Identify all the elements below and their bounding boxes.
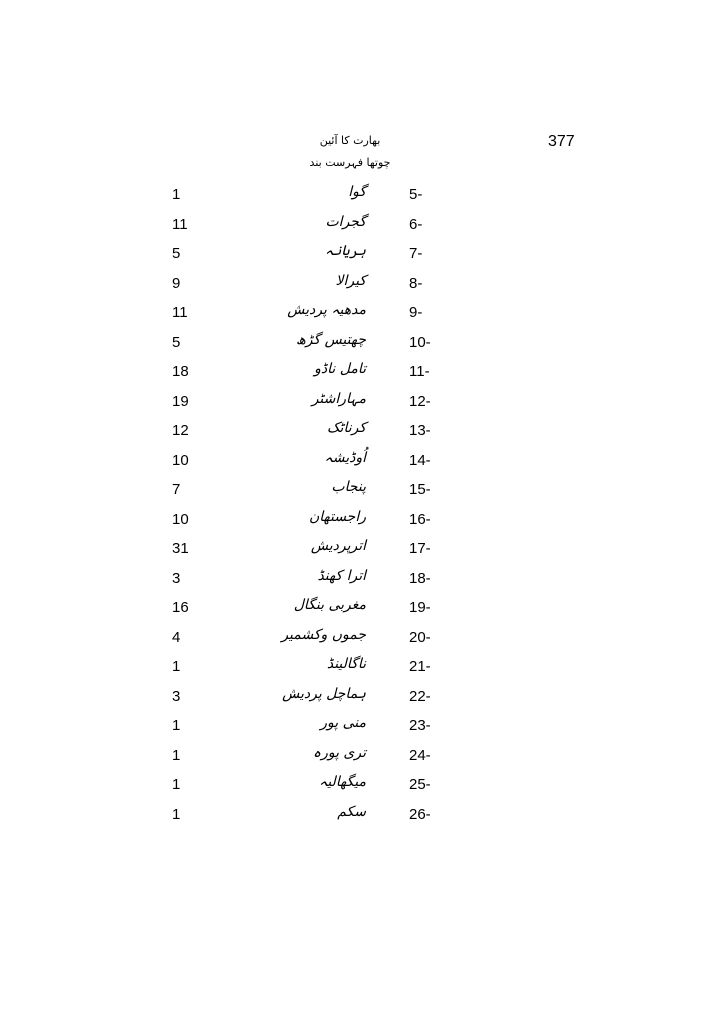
row-number: 19- bbox=[409, 599, 431, 616]
seat-count: 10 bbox=[172, 510, 189, 528]
row-number: 10- bbox=[409, 333, 431, 351]
table-row bbox=[0, 387, 724, 417]
state-name: ہریانہ bbox=[324, 243, 366, 259]
table-row bbox=[0, 210, 724, 240]
seat-count: 7 bbox=[172, 481, 181, 498]
seat-count: 5 bbox=[172, 245, 181, 262]
state-name: میگھالیہ bbox=[319, 774, 366, 790]
seat-count: 1 bbox=[172, 658, 181, 675]
row-number: 23- bbox=[409, 717, 431, 734]
seat-count: 9 bbox=[172, 274, 181, 292]
row-number: 11- bbox=[409, 363, 430, 380]
seat-count: 1 bbox=[172, 805, 181, 823]
table-row bbox=[0, 446, 724, 476]
seat-allocation-table bbox=[0, 180, 724, 829]
row-number: 18- bbox=[409, 569, 431, 587]
seat-count: 12 bbox=[172, 422, 189, 439]
state-name: اترپردیش bbox=[310, 538, 366, 554]
row-number: 25- bbox=[409, 776, 431, 793]
table-row bbox=[0, 475, 724, 505]
table-row bbox=[0, 534, 724, 564]
seat-count: 19 bbox=[172, 392, 189, 410]
row-number: 5- bbox=[409, 186, 423, 203]
row-number: 14- bbox=[409, 451, 431, 469]
state-name: پنجاب bbox=[331, 479, 366, 495]
table-row bbox=[0, 652, 724, 682]
seat-count: 31 bbox=[172, 540, 189, 557]
state-name: ہماچل پردیش bbox=[282, 685, 366, 702]
row-number: 9- bbox=[409, 304, 423, 321]
state-name: مغربی بنگال bbox=[293, 597, 366, 613]
table-row bbox=[0, 593, 724, 623]
table-row bbox=[0, 623, 724, 653]
row-number: 26- bbox=[409, 805, 431, 823]
state-name: ناگالینڈ bbox=[326, 656, 366, 672]
page-subtitle: چوتھا فہرست بند bbox=[309, 156, 391, 169]
row-number: 21- bbox=[409, 658, 431, 675]
table-row bbox=[0, 505, 724, 535]
page-title: بھارت کا آئین bbox=[319, 134, 381, 147]
state-name: اُوڈیشہ bbox=[324, 449, 366, 466]
state-name: مدھیہ پردیش bbox=[287, 302, 366, 318]
seat-count: 1 bbox=[172, 776, 181, 793]
page-number: 377 bbox=[548, 133, 575, 150]
seat-count: 1 bbox=[172, 186, 181, 203]
row-number: 16- bbox=[409, 510, 431, 528]
seat-count: 16 bbox=[172, 599, 189, 616]
seat-count: 1 bbox=[172, 717, 181, 734]
seat-count: 5 bbox=[172, 333, 181, 351]
seat-count: 18 bbox=[172, 363, 189, 380]
row-number: 8- bbox=[409, 274, 423, 292]
state-name: سکم bbox=[337, 803, 366, 820]
state-name: اترا کھنڈ bbox=[317, 567, 366, 584]
state-name: چھتیس گڑھ bbox=[295, 331, 366, 348]
row-number: 15- bbox=[409, 481, 431, 498]
state-name: کیرالا bbox=[335, 272, 366, 289]
table-row bbox=[0, 180, 724, 210]
seat-count: 10 bbox=[172, 451, 189, 469]
table-row bbox=[0, 328, 724, 358]
table-row bbox=[0, 416, 724, 446]
table-row bbox=[0, 741, 724, 771]
state-name: کرناٹک bbox=[327, 420, 366, 436]
seat-count: 11 bbox=[172, 304, 188, 321]
table-row bbox=[0, 357, 724, 387]
row-number: 12- bbox=[409, 392, 431, 410]
state-name: تری پورہ bbox=[312, 744, 366, 761]
table-row bbox=[0, 269, 724, 299]
table-row bbox=[0, 711, 724, 741]
state-name: منی پور bbox=[320, 715, 366, 731]
seat-count: 3 bbox=[172, 687, 181, 705]
table-row bbox=[0, 239, 724, 269]
table-row bbox=[0, 682, 724, 712]
seat-count: 3 bbox=[172, 569, 181, 587]
table-row bbox=[0, 564, 724, 594]
state-name: جموں وکشمیر bbox=[281, 626, 366, 643]
table-row bbox=[0, 770, 724, 800]
row-number: 20- bbox=[409, 628, 431, 646]
state-name: تامل ناڈو bbox=[314, 361, 366, 377]
table-row bbox=[0, 800, 724, 830]
seat-count: 4 bbox=[172, 628, 181, 646]
seat-count: 1 bbox=[172, 746, 181, 764]
row-number: 7- bbox=[409, 245, 423, 262]
state-name: گوا bbox=[348, 184, 366, 200]
row-number: 6- bbox=[409, 215, 423, 233]
table-row bbox=[0, 298, 724, 328]
state-name: راجستھان bbox=[308, 508, 366, 525]
row-number: 22- bbox=[409, 687, 431, 705]
state-name: مہاراشٹر bbox=[311, 390, 366, 407]
state-name: گجرات bbox=[325, 213, 366, 230]
row-number: 17- bbox=[409, 540, 431, 557]
row-number: 24- bbox=[409, 746, 431, 764]
seat-count: 11 bbox=[172, 215, 188, 233]
row-number: 13- bbox=[409, 422, 431, 439]
